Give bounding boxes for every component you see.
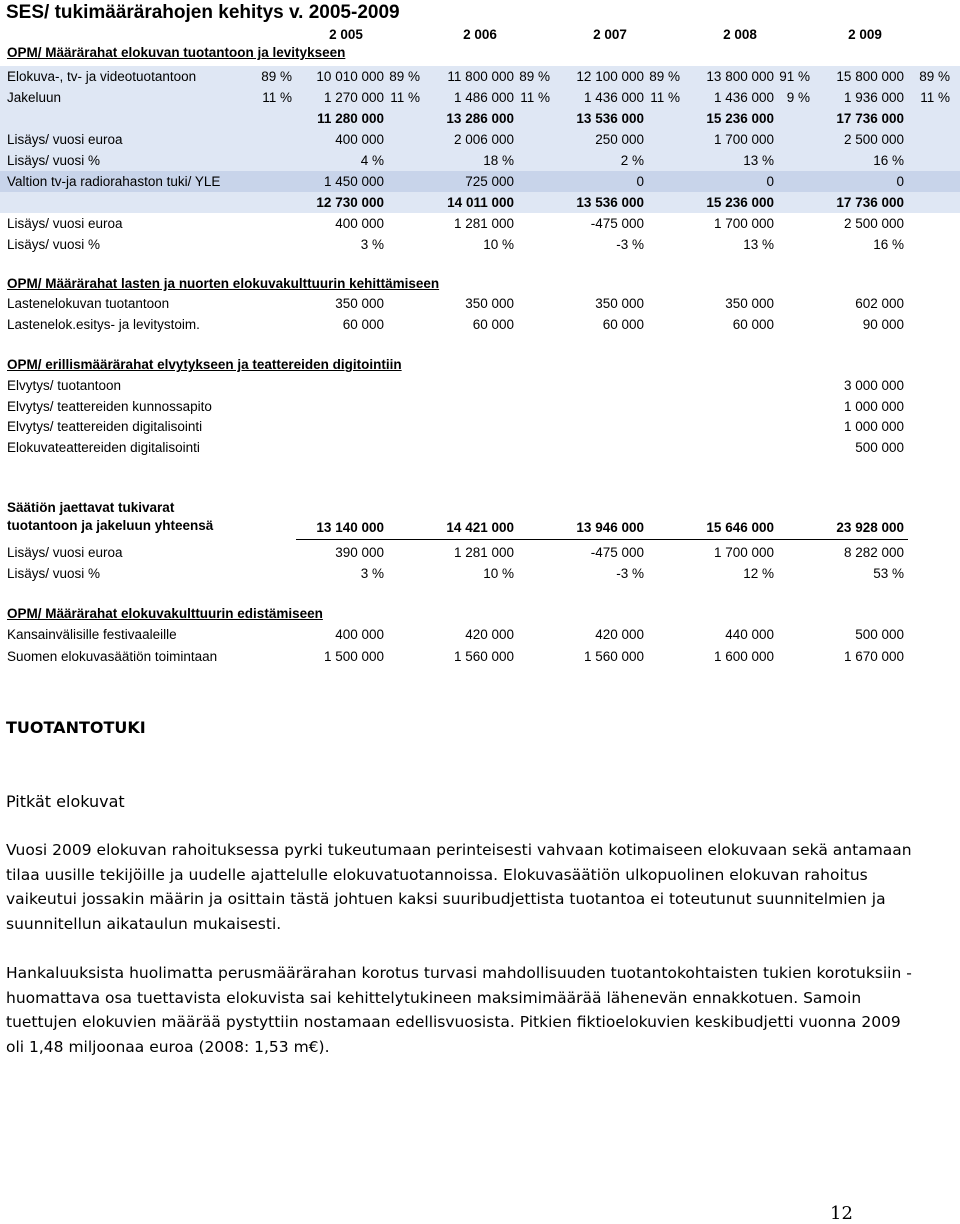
- table-row: [0, 396, 960, 417]
- row-label: Suomen elokuvasäätiön toimintaan: [7, 649, 218, 664]
- value-cell: 60 000: [732, 317, 774, 332]
- value-cell: 13 536 000: [576, 111, 644, 126]
- value-cell: 500 000: [855, 627, 904, 642]
- value-cell: 725 000: [465, 174, 514, 189]
- table-row: [0, 624, 960, 645]
- table-row: [0, 542, 960, 563]
- value-cell: 1 600 000: [713, 649, 774, 664]
- paragraph: Vuosi 2009 elokuvan rahoituksessa pyrki tukeutumaan perinteisesti vahvaan kotimaiseen elokuvaan sekä antamaan tilaa uusille tekijöille ja uudelle ajattelulle elokuvatuotannoissa. Elokuvasäätiön ulkopuolinen elokuvan rahoitus vaikeutui jossakin määrin ja osittain tästä johtuen kaksi suuribudjettista tuotantoa ei toteutunut suunnitelmien ja suunnitellun aikataulun mukaisesti.: [6, 841, 912, 933]
- row-label: Lisäys/ vuosi %: [7, 237, 101, 252]
- value-cell: 1 450 000: [323, 174, 384, 189]
- row-label: Valtion tv-ja radiorahaston tuki/ YLE: [7, 174, 221, 189]
- value-cell: 1 436 000: [583, 90, 644, 105]
- value-cell: 10 010 000: [316, 69, 384, 84]
- value-cell: 350 000: [725, 296, 774, 311]
- value-cell: -3 %: [616, 566, 644, 581]
- value-cell: 15 236 000: [706, 111, 774, 126]
- value-cell: 14 011 000: [447, 195, 514, 210]
- table-row: [0, 150, 960, 171]
- section1-heading: OPM/ Määrärahat elokuvan tuotantoon ja levitykseen: [7, 45, 346, 60]
- value-cell: 13 140 000: [316, 520, 384, 535]
- share-cell: 91 %: [779, 69, 810, 84]
- value-cell: 8 282 000: [843, 545, 904, 560]
- value-cell: 12 730 000: [316, 195, 384, 210]
- table-row: [0, 87, 960, 108]
- value-cell: 13 %: [743, 237, 774, 252]
- value-cell: 350 000: [465, 296, 514, 311]
- row-label: Lastenelok.esitys- ja levitystoim.: [7, 317, 200, 332]
- share-cell: 89 %: [919, 69, 950, 84]
- page-number: 12: [830, 1203, 853, 1224]
- value-cell: -3 %: [616, 237, 644, 252]
- section-heading-main: TUOTANTOTUKI: [6, 718, 146, 737]
- value-cell: 17 736 000: [836, 195, 904, 210]
- section4-heading: OPM/ Määrärahat elokuvakulttuurin edistämiseen: [7, 606, 323, 621]
- share-cell: 9 %: [786, 90, 810, 105]
- row-label: Lisäys/ vuosi euroa: [7, 545, 123, 560]
- row-label: Lisäys/ vuosi euroa: [7, 132, 123, 147]
- value-cell: 17 736 000: [836, 111, 904, 126]
- value-cell: 420 000: [465, 627, 514, 642]
- value-cell: 10 %: [483, 566, 514, 581]
- row-label: Elvytys/ teattereiden digitalisointi: [7, 419, 203, 434]
- value-cell: 3 %: [360, 237, 384, 252]
- value-cell: 10 %: [483, 237, 514, 252]
- value-cell: 16 %: [873, 237, 904, 252]
- value-cell: 60 000: [602, 317, 644, 332]
- value-cell: 1 700 000: [713, 132, 774, 147]
- table-row: [0, 314, 960, 335]
- row-label: Lisäys/ vuosi %: [7, 566, 101, 581]
- value-cell: 0: [636, 174, 644, 189]
- row-label: Lastenelokuvan tuotantoon: [7, 296, 170, 311]
- value-cell: 1 000 000: [843, 419, 904, 434]
- total-row: [0, 192, 960, 213]
- value-cell: 390 000: [335, 545, 384, 560]
- table-row: [0, 213, 960, 234]
- year-2006: 2 006: [463, 27, 497, 42]
- value-cell: 602 000: [855, 296, 904, 311]
- value-cell: 1 281 000: [453, 545, 514, 560]
- value-cell: 1 486 000: [453, 90, 514, 105]
- value-cell: 4 %: [360, 153, 384, 168]
- value-cell: 420 000: [595, 627, 644, 642]
- table-row: [0, 375, 960, 396]
- year-2009: 2 009: [848, 27, 882, 42]
- value-cell: 13 %: [743, 153, 774, 168]
- subtotal-row: [0, 108, 960, 129]
- table-row: [0, 171, 960, 192]
- share-cell: 11 %: [650, 90, 680, 105]
- value-cell: 12 %: [743, 566, 774, 581]
- value-cell: 1 936 000: [843, 90, 904, 105]
- table-row: [0, 66, 960, 87]
- value-cell: 250 000: [595, 132, 644, 147]
- value-cell: 1 270 000: [323, 90, 384, 105]
- value-cell: 400 000: [335, 132, 384, 147]
- row-label: Lisäys/ vuosi %: [7, 153, 101, 168]
- value-cell: 2 006 000: [453, 132, 514, 147]
- value-cell: 1 500 000: [323, 649, 384, 664]
- value-cell: 0: [896, 174, 904, 189]
- value-cell: 14 421 000: [446, 520, 514, 535]
- value-cell: 500 000: [855, 440, 904, 455]
- row-label: Lisäys/ vuosi euroa: [7, 216, 123, 231]
- value-cell: 60 000: [472, 317, 514, 332]
- value-cell: 15 236 000: [706, 195, 774, 210]
- value-cell: 1 560 000: [453, 649, 514, 664]
- value-cell: -475 000: [590, 216, 644, 231]
- year-2005: 2 005: [329, 27, 363, 42]
- row-label: Elvytys/ tuotantoon: [7, 378, 122, 393]
- value-cell: 12 100 000: [576, 69, 644, 84]
- value-cell: 1 560 000: [583, 649, 644, 664]
- summary-divider: [296, 539, 908, 540]
- value-cell: 0: [766, 174, 774, 189]
- value-cell: 1 670 000: [843, 649, 904, 664]
- value-cell: 2 %: [620, 153, 644, 168]
- value-cell: 15 646 000: [706, 520, 774, 535]
- value-cell: 11 800 000: [447, 69, 514, 84]
- value-cell: 350 000: [595, 296, 644, 311]
- share-cell: 11 %: [262, 90, 292, 105]
- section-heading-sub: Pitkät elokuvat: [6, 792, 125, 811]
- value-cell: 11 280 000: [317, 111, 384, 126]
- value-cell: 13 286 000: [446, 111, 514, 126]
- table-row: [0, 129, 960, 150]
- paragraph: Hankaluuksista huolimatta perusmäärärahan korotus turvasi mahdollisuuden tuotantokohtaisten tukien korotuksiin - huomattava osa tuettavista elokuvista sai kehittelytukineen maksimimäärää lähenevän ennakkotuen. Samoin tuettujen elokuvien määrää pystyttiin nostamaan edellisvuosista. Pitkien fiktioelokuvien keskibudjetti vuonna 2009 oli 1,48 miljoonaa euroa (2008: 1,53 m€).: [6, 964, 912, 1056]
- year-2008: 2 008: [723, 27, 757, 42]
- value-cell: -475 000: [590, 545, 644, 560]
- share-cell: 11 %: [390, 90, 420, 105]
- value-cell: 400 000: [335, 216, 384, 231]
- value-cell: 13 536 000: [576, 195, 644, 210]
- row-label: Elokuvateattereiden digitalisointi: [7, 440, 200, 455]
- share-cell: 89 %: [389, 69, 420, 84]
- table-row: [0, 646, 960, 667]
- value-cell: 15 800 000: [836, 69, 904, 84]
- value-cell: 53 %: [873, 566, 904, 581]
- value-cell: 2 500 000: [843, 216, 904, 231]
- share-cell: 89 %: [649, 69, 680, 84]
- value-cell: 1 436 000: [713, 90, 774, 105]
- value-cell: 16 %: [873, 153, 904, 168]
- value-cell: 90 000: [862, 317, 904, 332]
- row-label: Elokuva-, tv- ja videotuotantoon: [7, 69, 197, 84]
- summary-title-line2: tuotantoon ja jakeluun yhteensä: [7, 518, 214, 533]
- share-cell: 89 %: [261, 69, 292, 84]
- section3-heading: OPM/ erillismäärärahat elvytykseen ja teattereiden digitointiin: [7, 357, 402, 372]
- row-label: Elvytys/ teattereiden kunnossapito: [7, 399, 212, 414]
- summary-title-line1: Säätiön jaettavat tukivarat: [7, 500, 175, 515]
- table-row: [0, 234, 960, 255]
- value-cell: 1 700 000: [713, 216, 774, 231]
- row-label: Jakeluun: [7, 90, 62, 105]
- value-cell: 440 000: [725, 627, 774, 642]
- table-row: [0, 563, 960, 584]
- table-row: [0, 416, 960, 437]
- value-cell: 13 946 000: [576, 520, 644, 535]
- table-row: [0, 293, 960, 314]
- value-cell: 3 %: [360, 566, 384, 581]
- share-cell: 11 %: [920, 90, 950, 105]
- value-cell: 1 281 000: [453, 216, 514, 231]
- section2-heading: OPM/ Määrärahat lasten ja nuorten elokuvakulttuurin kehittämiseen: [7, 276, 440, 291]
- page-title: SES/ tukimäärärahojen kehitys v. 2005-2009: [6, 2, 400, 23]
- value-cell: 60 000: [342, 317, 384, 332]
- value-cell: 350 000: [335, 296, 384, 311]
- year-2007: 2 007: [593, 27, 627, 42]
- value-cell: 1 700 000: [713, 545, 774, 560]
- value-cell: 400 000: [335, 627, 384, 642]
- value-cell: 13 800 000: [706, 69, 774, 84]
- value-cell: 2 500 000: [843, 132, 904, 147]
- share-cell: 89 %: [519, 69, 550, 84]
- share-cell: 11 %: [520, 90, 550, 105]
- value-cell: 1 000 000: [843, 399, 904, 414]
- row-label: Kansainvälisille festivaaleille: [7, 627, 177, 642]
- value-cell: 23 928 000: [836, 520, 904, 535]
- value-cell: 3 000 000: [843, 378, 904, 393]
- year-header-row: [0, 24, 960, 45]
- table-row: [0, 437, 960, 458]
- value-cell: 18 %: [483, 153, 514, 168]
